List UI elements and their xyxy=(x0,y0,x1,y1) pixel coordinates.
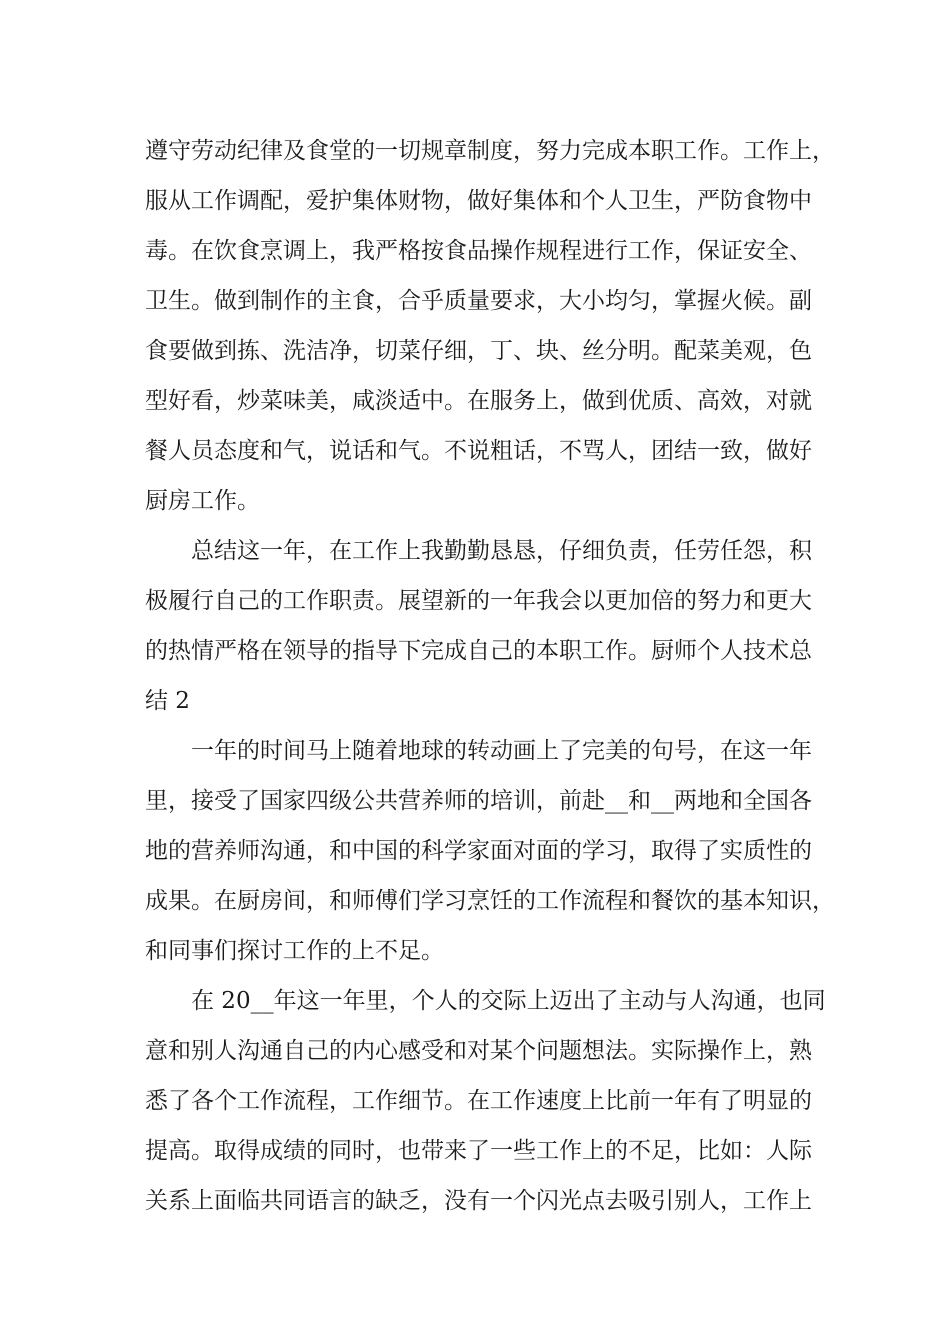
paragraph-line: 和同事们探讨工作的上不足。 xyxy=(145,938,444,964)
paragraph-line: 一年的时间马上随着地球的转动画上了完美的句号，在这一年 xyxy=(191,738,812,764)
paragraph-line: 食要做到拣、洗洁净，切菜仔细，丁、块、丝分明。配菜美观，色 xyxy=(145,338,812,364)
paragraph-line: 厨房工作。 xyxy=(145,488,260,514)
paragraph-line: 提高。取得成绩的同时，也带来了一些工作上的不足，比如：人际 xyxy=(145,1138,812,1164)
paragraph-line: 的热情严格在领导的指导下完成自己的本职工作。厨师个人技术总 xyxy=(145,638,812,664)
paragraph-line: 里，接受了国家四级公共营养师的培训，前赴__和__两地和全国各 xyxy=(145,788,812,814)
paragraph-line: 地的营养师沟通，和中国的科学家面对面的学习，取得了实质性的 xyxy=(145,838,812,864)
paragraph-line: 关系上面临共同语言的缺乏，没有一个闪光点去吸引别人，工作上 xyxy=(145,1188,812,1214)
paragraph-line: 型好看，炒菜味美，咸淡适中。在服务上，做到优质、高效，对就 xyxy=(145,388,812,414)
paragraph-line: 极履行自己的工作职责。展望新的一年我会以更加倍的努力和更大 xyxy=(145,588,812,614)
paragraph-line: 卫生。做到制作的主食，合乎质量要求，大小均匀，掌握火候。副 xyxy=(145,288,812,314)
paragraph-line: 餐人员态度和气，说话和气。不说粗话，不骂人，团结一致，做好 xyxy=(145,438,812,464)
paragraph-line: 毒。在饮食烹调上，我严格按食品操作规程进行工作，保证安全、 xyxy=(145,238,812,264)
paragraph-line: 总结这一年，在工作上我勤勤恳恳，仔细负责，任劳任怨，积 xyxy=(191,538,812,564)
paragraph-line: 在 20__年这一年里，个人的交际上迈出了主动与人沟通，也同 xyxy=(191,988,826,1014)
paragraph-line: 遵守劳动纪律及食堂的一切规章制度，努力完成本职工作。工作上， xyxy=(145,138,835,164)
paragraph-line: 意和别人沟通自己的内心感受和对某个问题想法。实际操作上，熟 xyxy=(145,1038,812,1064)
paragraph-line: 服从工作调配，爱护集体财物，做好集体和个人卫生，严防食物中 xyxy=(145,188,812,214)
paragraph-line: 悉了各个工作流程，工作细节。在工作速度上比前一年有了明显的 xyxy=(145,1088,812,1114)
paragraph-line: 结 2 xyxy=(145,688,190,714)
paragraph-line: 成果。在厨房间，和师傅们学习烹饪的工作流程和餐饮的基本知识， xyxy=(145,888,835,914)
